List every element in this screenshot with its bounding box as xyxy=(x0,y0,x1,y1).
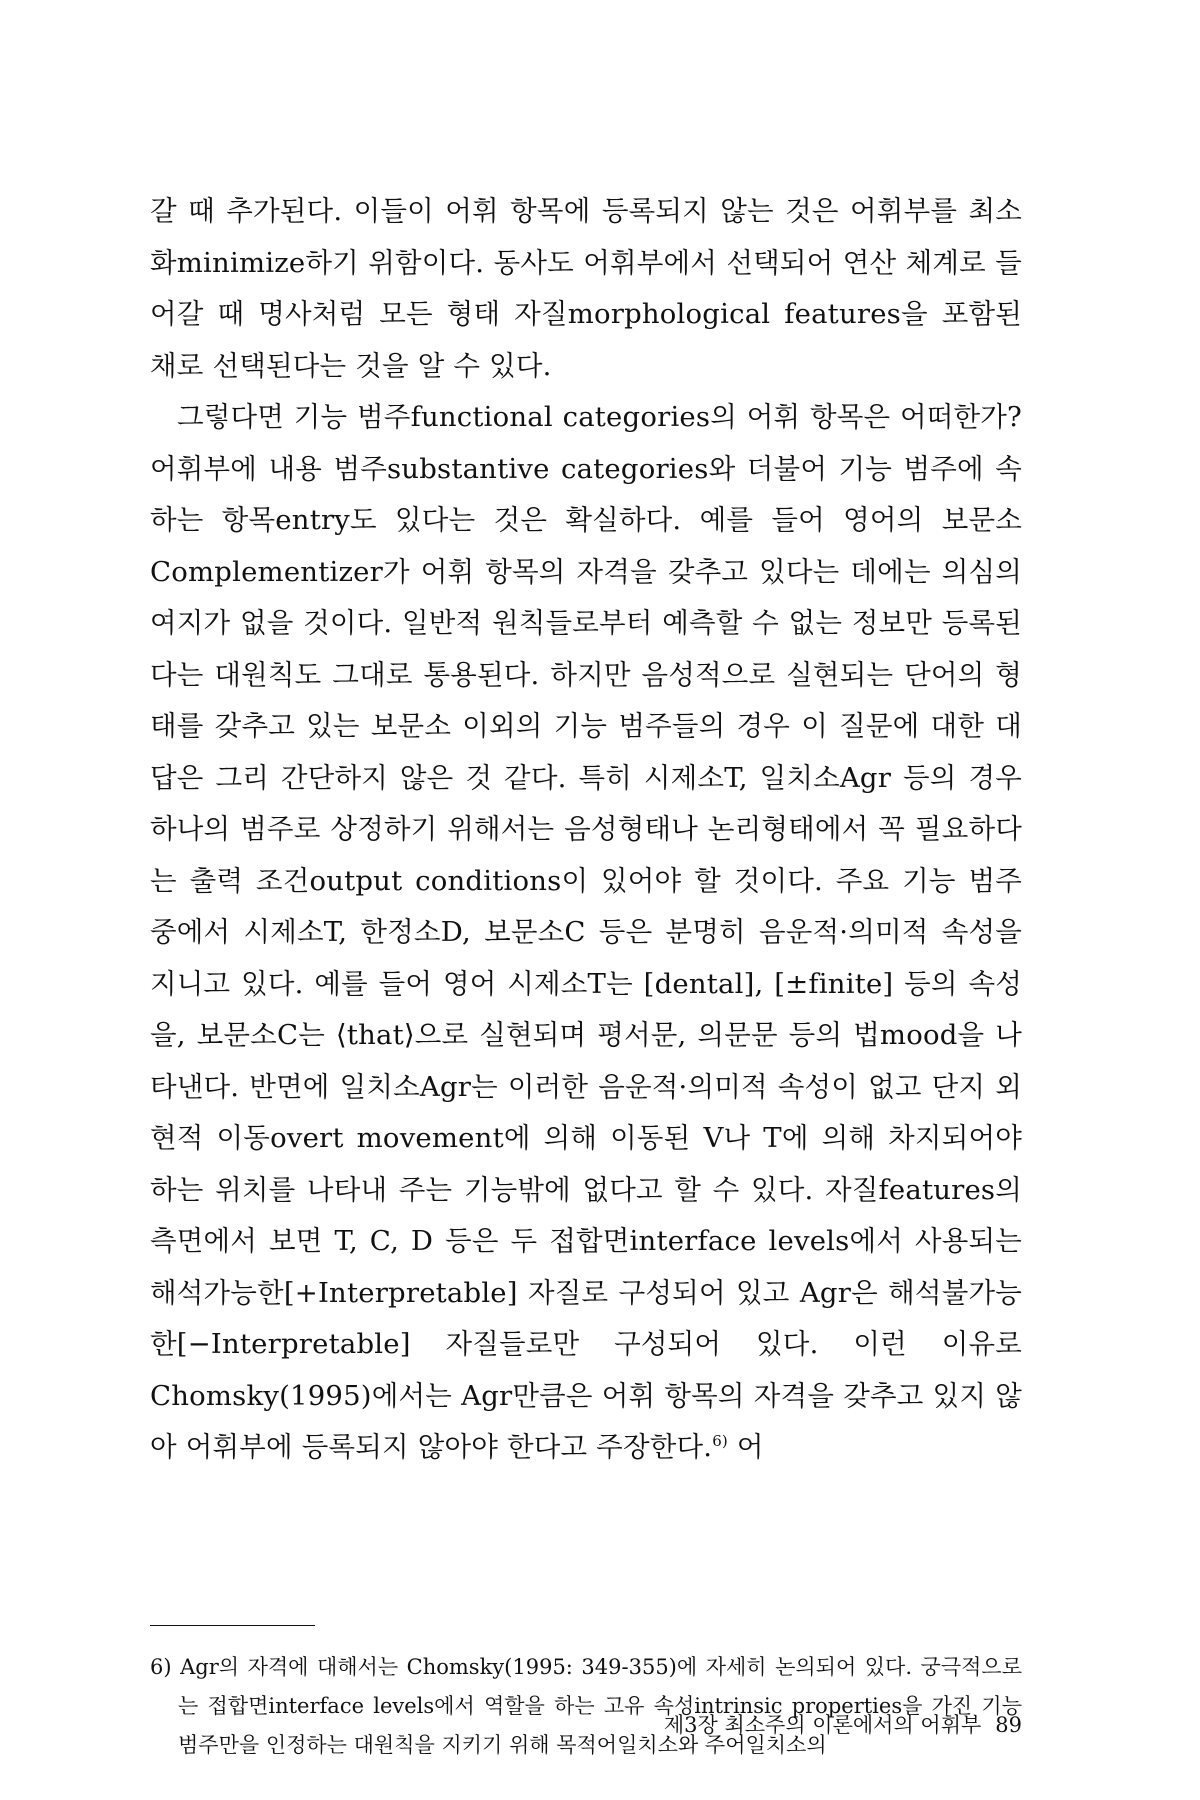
page-number: 89 xyxy=(995,1713,1022,1737)
footnote-divider xyxy=(150,1625,315,1626)
footnote-area xyxy=(150,1648,1022,1765)
footnote-6: 6) Agr의 자격에 대해서는 Chomsky(1995: 349-355)에 자세히 논의되어 있다. 궁극적으로는 접합면interface levels에서 역할을 하는 고유 속성intrinsic properties을 가진 기능 범주만을 인정하는 대원칙을 지키기 위해 목적어일치소와 주어일치소의 xyxy=(150,1655,1022,1757)
body-text xyxy=(150,186,1022,1474)
footnote-reference[interactable]: 6) xyxy=(712,1431,728,1450)
paragraph-1: 갈 때 추가된다. 이들이 어휘 항목에 등록되지 않는 것은 어휘부를 최소화minimize하기 위함이다. 동사도 어휘부에서 선택되어 연산 체계로 들어갈 때 명사처럼 모든 형태 자질morphological features을 포함된 채로 선택된다는 것을 알 수 있다. xyxy=(150,195,1022,382)
paragraph-2 xyxy=(150,392,1022,1474)
running-head: 제3장 최소주의 이론에서의 어휘부 xyxy=(663,1713,982,1737)
paragraph-2-text: 그렇다면 기능 범주functional categories의 어휘 항목은 어떠한가? 어휘부에 내용 범주substantive categories와 더불어 기능 범주에 속하는 항목entry도 있다는 것은 확실하다. 예를 들어 영어의 보문소Complementizer가 어휘 항목의 자격을 갖추고 있다는 데에는 의심의 여지가 없을 것이다. 일반적 원칙들로부터 예측할 수 없는 정보만 등록된다는 대원칙도 그대로 통용된다. 하지만 음성적으로 실현되는 단어의 형태를 갖추고 있는 보문소 이외의 기능 범주들의 경우 이 질문에 대한 대답은 그리 간단하지 않은 것 같다. 특히 시제소T, 일치소Agr 등의 경우 하나의 범주로 상정하기 위해서는 음성형태나 논리형태에서 꼭 필요하다는 출력 조건output conditions이 있어야 할 것이다. 주요 기능 범주 중에서 시제소T, 한정소D, 보문소C 등은 분명히 음운적·의미적 속성을 지니고 있다. 예를 들어 영어 시제소T는 [dental], [±finite] 등의 속성을, 보문소C는 ⟨that⟩으로 실현되며 평서문, 의문문 등의 법mood을 나타낸다. 반면에 일치소Agr는 이러한 음운적·의미적 속성이 없고 단지 외현적 이동overt movement에 의해 이동된 V나 T에 의해 차지되어야 하는 위치를 나타내 주는 기능밖에 없다고 할 수 있다. 자질features의 측면에서 보면 T, C, D 등은 두 접합면interface levels에서 사용되는 해석가능한[+Interpretable] 자질로 구성되어 있고 Agr은 해석불가능한[−Interpretable] 자질들로만 구성되어 있다. 이런 이유로 Chomsky(1995)에서는 Agr만큼은 어휘 항목의 자격을 갖추고 있지 않아 어휘부에 등록되지 않아야 한다고 주장한다. xyxy=(150,401,1022,1463)
page-footer xyxy=(664,1709,1022,1739)
paragraph-2-continuation: 어 xyxy=(727,1431,764,1463)
